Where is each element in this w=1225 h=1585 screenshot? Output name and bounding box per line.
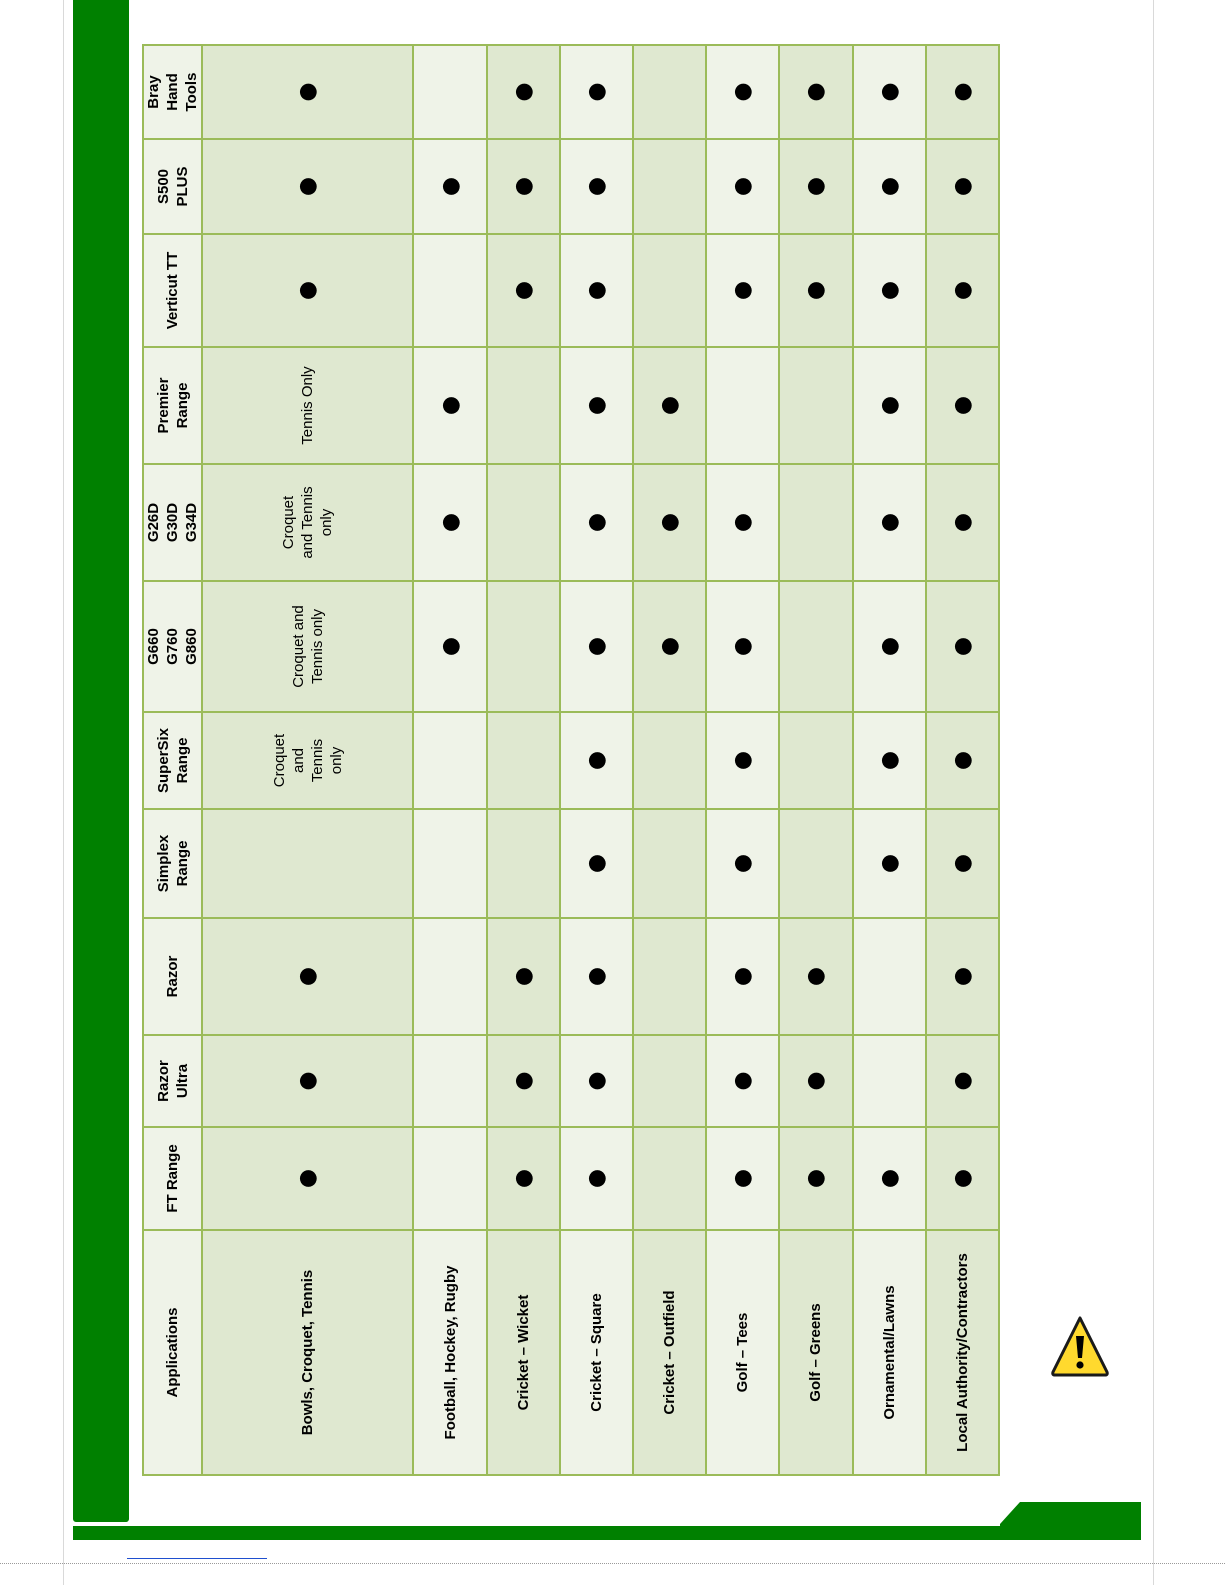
suitable-dot: ● — [706, 234, 779, 347]
column-header: Applications — [143, 1230, 202, 1475]
column-header: Razor — [143, 918, 202, 1035]
suitable-dot: ● — [413, 464, 486, 581]
empty-cell — [633, 809, 706, 918]
column-header: FT Range — [143, 1127, 202, 1230]
suitable-dot: ● — [779, 1035, 852, 1127]
warning-triangle-icon — [1049, 1314, 1111, 1378]
empty-cell — [413, 809, 486, 918]
suitable-dot: ● — [853, 712, 926, 809]
table-row — [779, 45, 852, 1475]
column-header: SuperSix Range — [143, 712, 202, 809]
empty-cell — [633, 918, 706, 1035]
empty-cell — [487, 809, 560, 918]
suitable-dot: ● — [853, 464, 926, 581]
application-label: Football, Hockey, Rugby — [413, 1230, 486, 1475]
application-label: Cricket – Square — [560, 1230, 633, 1475]
suitable-dot: ● — [926, 809, 999, 918]
suitability-note: Croquet and Tennis only — [202, 464, 413, 581]
column-header: G660 G760 G860 — [143, 581, 202, 712]
suitable-dot: ● — [779, 918, 852, 1035]
suitable-dot: ● — [706, 918, 779, 1035]
suitable-dot: ● — [926, 347, 999, 464]
suitable-dot: ● — [487, 1127, 560, 1230]
column-header: Bray Hand Tools — [143, 45, 202, 139]
column-header: G26D G30D G34D — [143, 464, 202, 581]
suitable-dot: ● — [853, 1127, 926, 1230]
empty-cell — [202, 809, 413, 918]
table-row — [202, 45, 413, 1475]
suitable-dot: ● — [202, 45, 413, 139]
suitable-dot: ● — [779, 139, 852, 234]
table-row — [926, 45, 999, 1475]
suitable-dot: ● — [202, 139, 413, 234]
application-label: Local Authority/Contractors — [926, 1230, 999, 1475]
table-row — [633, 45, 706, 1475]
suitable-dot: ● — [853, 45, 926, 139]
suitable-dot: ● — [560, 234, 633, 347]
suitable-dot: ● — [926, 918, 999, 1035]
suitable-dot: ● — [706, 464, 779, 581]
suitable-dot: ● — [706, 581, 779, 712]
suitable-dot: ● — [853, 234, 926, 347]
suitable-dot: ● — [853, 581, 926, 712]
empty-cell — [413, 1127, 486, 1230]
application-label: Golf – Greens — [779, 1230, 852, 1475]
empty-cell — [633, 1035, 706, 1127]
suitable-dot: ● — [853, 139, 926, 234]
suitable-dot: ● — [853, 347, 926, 464]
green-corner-tab — [1000, 1502, 1141, 1540]
suitable-dot: ● — [633, 464, 706, 581]
empty-cell — [413, 712, 486, 809]
suitable-dot: ● — [706, 1127, 779, 1230]
table-row — [853, 45, 926, 1475]
suitable-dot: ● — [779, 45, 852, 139]
suitable-dot: ● — [487, 918, 560, 1035]
column-header: Razor Ultra — [143, 1035, 202, 1127]
suitable-dot: ● — [413, 581, 486, 712]
header-row — [143, 45, 202, 1475]
application-label: Cricket – Outfield — [633, 1230, 706, 1475]
application-label: Bowls, Croquet, Tennis — [202, 1230, 413, 1475]
empty-cell — [413, 234, 486, 347]
empty-cell — [487, 712, 560, 809]
empty-cell — [633, 1127, 706, 1230]
table-row — [413, 45, 486, 1475]
suitable-dot: ● — [560, 712, 633, 809]
suitable-dot: ● — [560, 139, 633, 234]
empty-cell — [779, 712, 852, 809]
suitable-dot: ● — [706, 139, 779, 234]
empty-cell — [413, 918, 486, 1035]
suitability-note: Croquet and Tennis only — [202, 581, 413, 712]
empty-cell — [413, 45, 486, 139]
suitable-dot: ● — [487, 45, 560, 139]
column-header: Verticut TT — [143, 234, 202, 347]
suitable-dot: ● — [560, 809, 633, 918]
table-row — [560, 45, 633, 1475]
empty-cell — [706, 347, 779, 464]
empty-cell — [633, 712, 706, 809]
application-table-rotated — [142, 46, 1000, 1476]
suitable-dot: ● — [487, 1035, 560, 1127]
page-edge-left — [63, 0, 64, 1585]
empty-cell — [779, 809, 852, 918]
page-edge-right — [1153, 0, 1154, 1585]
suitable-dot: ● — [487, 234, 560, 347]
suitable-dot: ● — [706, 809, 779, 918]
column-header: Simplex Range — [143, 809, 202, 918]
suitable-dot: ● — [926, 45, 999, 139]
suitable-dot: ● — [560, 347, 633, 464]
suitable-dot: ● — [633, 347, 706, 464]
column-header: Premier Range — [143, 347, 202, 464]
suitable-dot: ● — [202, 1035, 413, 1127]
suitable-dot: ● — [926, 1127, 999, 1230]
suitable-dot: ● — [560, 581, 633, 712]
empty-cell — [633, 234, 706, 347]
empty-cell — [853, 1035, 926, 1127]
suitable-dot: ● — [487, 139, 560, 234]
application-compatibility-table — [142, 44, 1000, 1476]
suitable-dot: ● — [706, 712, 779, 809]
suitable-dot: ● — [413, 347, 486, 464]
table-body — [202, 45, 999, 1475]
suitable-dot: ● — [560, 45, 633, 139]
suitable-dot: ● — [413, 139, 486, 234]
table-row — [706, 45, 779, 1475]
empty-cell — [633, 139, 706, 234]
suitable-dot: ● — [560, 464, 633, 581]
suitable-dot: ● — [926, 464, 999, 581]
empty-cell — [487, 464, 560, 581]
suitable-dot: ● — [779, 1127, 852, 1230]
suitable-dot: ● — [706, 45, 779, 139]
suitable-dot: ● — [853, 809, 926, 918]
suitable-dot: ● — [706, 1035, 779, 1127]
suitable-dot: ● — [633, 581, 706, 712]
link-underline — [127, 1558, 267, 1559]
column-header: S500 PLUS — [143, 139, 202, 234]
suitable-dot: ● — [560, 1127, 633, 1230]
empty-cell — [853, 918, 926, 1035]
empty-cell — [633, 45, 706, 139]
suitability-note: Croquet and Tennis only — [202, 712, 413, 809]
suitability-note: Tennis Only — [202, 347, 413, 464]
page-break-line — [0, 1563, 1225, 1564]
suitable-dot: ● — [926, 139, 999, 234]
suitable-dot: ● — [926, 581, 999, 712]
suitable-dot: ● — [779, 234, 852, 347]
suitable-dot: ● — [560, 918, 633, 1035]
empty-cell — [487, 581, 560, 712]
green-sidebar-band — [73, 0, 129, 1522]
application-label: Cricket – Wicket — [487, 1230, 560, 1475]
suitable-dot: ● — [926, 234, 999, 347]
empty-cell — [779, 347, 852, 464]
application-label: Ornamental/Lawns — [853, 1230, 926, 1475]
empty-cell — [779, 581, 852, 712]
suitable-dot: ● — [926, 712, 999, 809]
suitable-dot: ● — [202, 918, 413, 1035]
suitable-dot: ● — [560, 1035, 633, 1127]
empty-cell — [779, 464, 852, 581]
table-row — [487, 45, 560, 1475]
suitable-dot: ● — [202, 1127, 413, 1230]
suitable-dot: ● — [202, 234, 413, 347]
empty-cell — [413, 1035, 486, 1127]
empty-cell — [487, 347, 560, 464]
application-label: Golf – Tees — [706, 1230, 779, 1475]
green-bottom-bar — [73, 1526, 1141, 1540]
suitable-dot: ● — [926, 1035, 999, 1127]
